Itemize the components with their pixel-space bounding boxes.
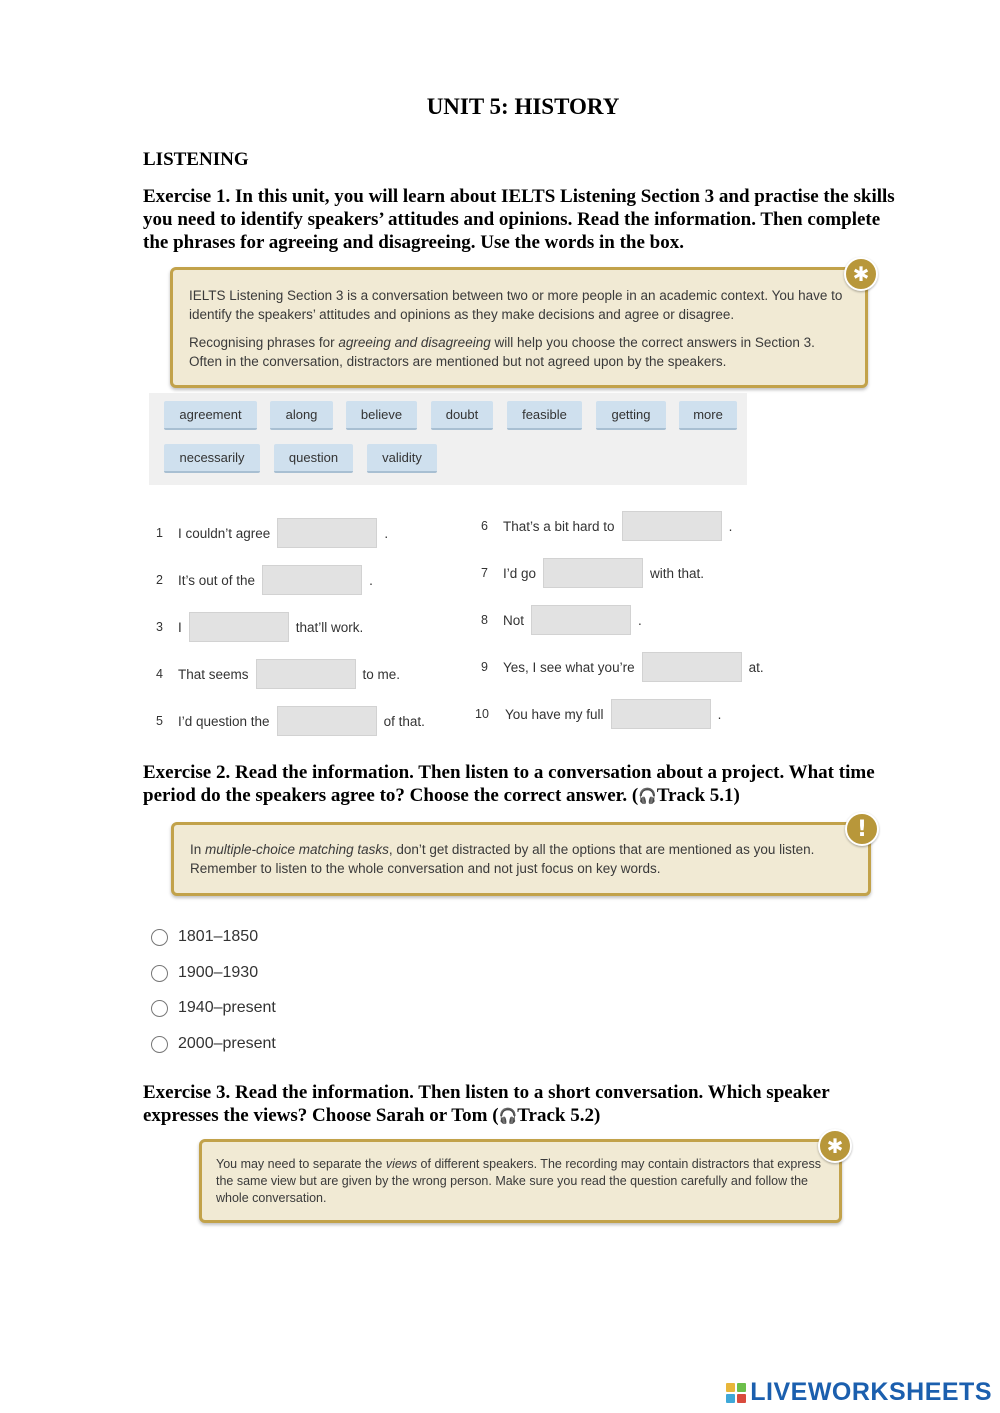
- option-1900-1930[interactable]: 1900–1930: [151, 964, 258, 982]
- answer-gap-4[interactable]: [256, 659, 356, 689]
- logo-grid-icon: [726, 1383, 746, 1403]
- question-8: 8 Not .: [481, 605, 642, 635]
- headphones-icon: 🎧: [498, 1107, 518, 1125]
- answer-gap-9[interactable]: [642, 652, 742, 682]
- radio-button[interactable]: [151, 929, 168, 946]
- radio-button[interactable]: [151, 1000, 168, 1017]
- exercise1-info-box: [170, 267, 868, 388]
- radio-button[interactable]: [151, 1036, 168, 1053]
- word-chip[interactable]: along: [270, 401, 333, 430]
- info-paragraph: In multiple-choice matching tasks, don’t get distracted by all the options that are mentioned as you listen. Remember to listen to the whole conversation and not just focus on key words.: [190, 842, 815, 876]
- exercise2-info-box: [171, 822, 871, 896]
- emphasis-text: agreeing and disagreeing: [338, 335, 491, 350]
- question-3: 3 I that’ll work.: [156, 612, 363, 642]
- logo-text: LIVEWORKSHEETS: [750, 1378, 992, 1406]
- exercise2-instruction: Exercise 2. Read the information. Then listen to a conversation about a project. What time period do the speakers agree to? Choose the correct answer. (🎧Track 5.1): [143, 762, 875, 806]
- answer-gap-7[interactable]: [543, 558, 643, 588]
- emphasis-text: multiple-choice matching tasks: [205, 842, 389, 857]
- answer-gap-3[interactable]: [189, 612, 289, 642]
- word-chip[interactable]: validity: [367, 444, 437, 473]
- question-4: 4 That seems to me.: [156, 659, 400, 689]
- track-5-1-link[interactable]: Track 5.1): [656, 785, 740, 806]
- radio-button[interactable]: [151, 965, 168, 982]
- exercise1-instruction: Exercise 1. In this unit, you will learn about IELTS Listening Section 3 and practise the skills you need to identify speakers’ attitudes and opinions. Read the information. Then complete the phrases for agreeing and disagreeing. Use the words in the box.: [143, 186, 895, 253]
- warning-icon: !: [845, 812, 879, 846]
- question-2: 2 It’s out of the .: [156, 565, 373, 595]
- answer-gap-10[interactable]: [611, 699, 711, 729]
- word-chip[interactable]: question: [274, 444, 353, 473]
- answer-gap-2[interactable]: [262, 565, 362, 595]
- section-heading: LISTENING: [143, 149, 249, 170]
- track-5-2-link[interactable]: Track 5.2): [517, 1105, 601, 1126]
- question-9: 9 Yes, I see what you’re at.: [481, 652, 764, 682]
- word-chip[interactable]: doubt: [431, 401, 493, 430]
- answer-gap-6[interactable]: [622, 511, 722, 541]
- word-chip[interactable]: more: [679, 401, 737, 430]
- headphones-icon: 🎧: [638, 787, 657, 805]
- info-paragraph-1: IELTS Listening Section 3 is a conversation between two or more people in an academic context. You have to identify the speakers’ attitudes and opinions as they make decisions and agree or disagree.: [189, 288, 843, 322]
- info-paragraph-2: Recognising phrases for agreeing and disagreeing will help you choose the correct answers in Section 3. Often in the conversation, distractors are mentioned but not agreed upon by the speakers.: [189, 335, 815, 369]
- tip-star-icon: ✱: [818, 1129, 852, 1163]
- word-chip[interactable]: getting: [596, 401, 666, 430]
- option-1801-1850[interactable]: 1801–1850: [151, 928, 258, 946]
- option-1940-present[interactable]: 1940–present: [151, 999, 276, 1017]
- question-10: 10 You have my full .: [475, 699, 721, 729]
- answer-gap-8[interactable]: [531, 605, 631, 635]
- answer-gap-1[interactable]: [277, 518, 377, 548]
- word-chip[interactable]: necessarily: [164, 444, 260, 473]
- unit-title: UNIT 5: HISTORY: [426, 94, 620, 119]
- word-chip[interactable]: believe: [346, 401, 417, 430]
- word-chip[interactable]: feasible: [507, 401, 582, 430]
- question-6: 6 That’s a bit hard to .: [481, 511, 732, 541]
- exercise3-info-box: [199, 1139, 842, 1223]
- liveworksheets-logo: [726, 1378, 992, 1407]
- exercise3-instruction: Exercise 3. Read the information. Then listen to a short conversation. Which speaker expresses the views? Choose Sarah or Tom (🎧Track 5.2): [143, 1082, 830, 1126]
- word-chip[interactable]: agreement: [164, 401, 257, 430]
- info-paragraph: You may need to separate the views of different speakers. The recording may contain distractors that express the same view but are given by the wrong person. Make sure you read the question carefully and follow the whole conversation.: [216, 1157, 821, 1205]
- question-5: 5 I’d question the of that.: [156, 706, 425, 736]
- question-1: 1 I couldn’t agree .: [156, 518, 388, 548]
- answer-gap-5[interactable]: [277, 706, 377, 736]
- question-7: 7 I’d go with that.: [481, 558, 704, 588]
- emphasis-text: views: [385, 1157, 418, 1171]
- option-2000-present[interactable]: 2000–present: [151, 1035, 276, 1053]
- tip-star-icon: ✱: [844, 257, 878, 291]
